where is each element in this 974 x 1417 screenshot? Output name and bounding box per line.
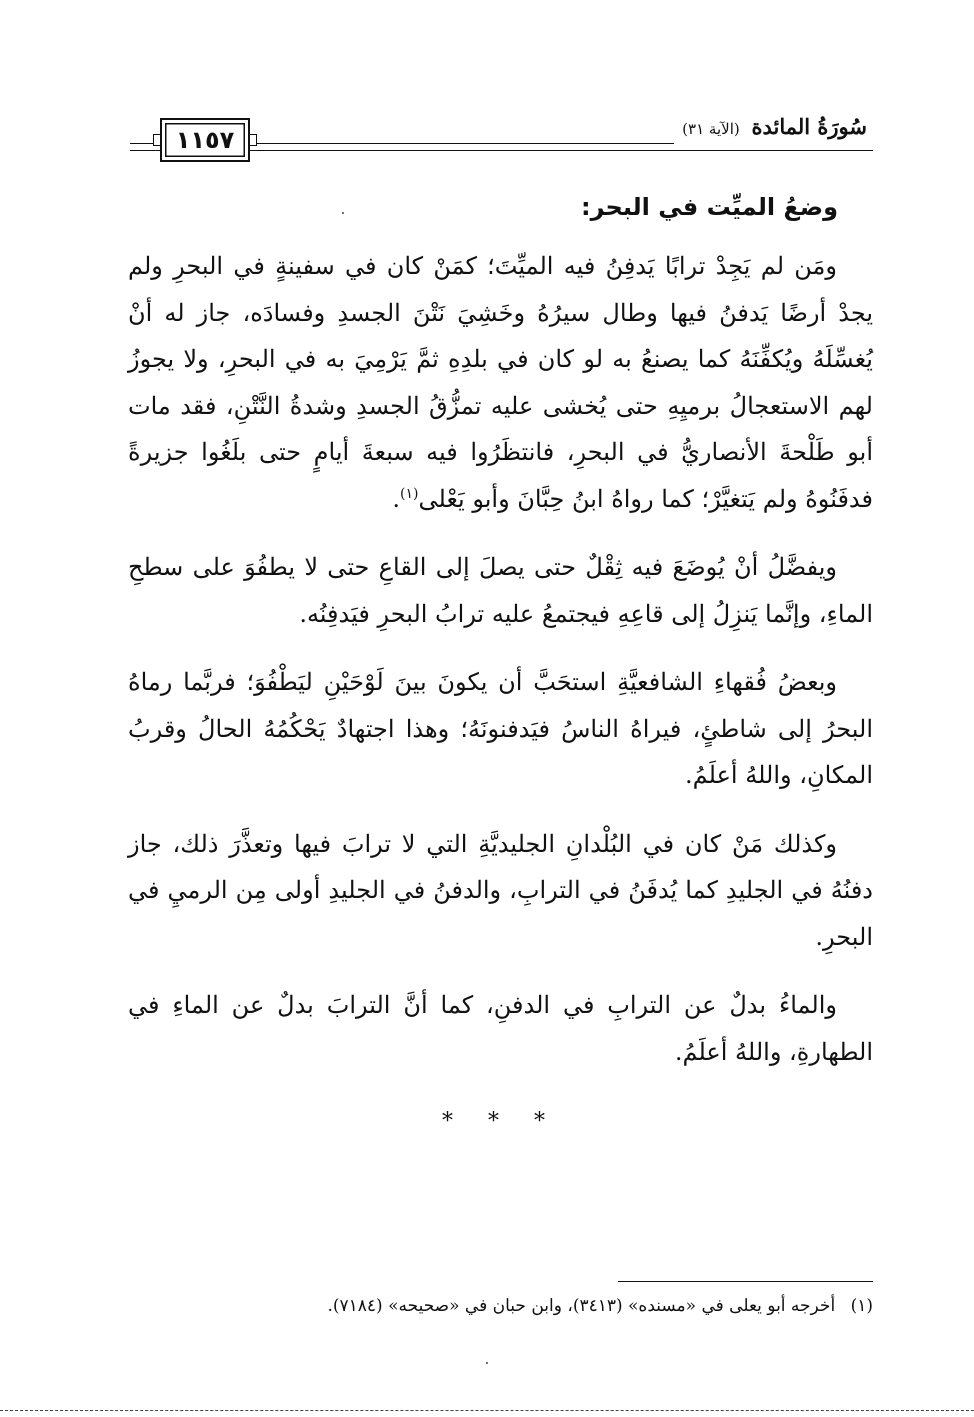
running-header <box>674 110 873 146</box>
section-separator: * * * <box>442 1109 559 1134</box>
page-number-text: ١١٥٧ <box>175 126 235 154</box>
scan-speck <box>486 1362 488 1364</box>
paragraph-4 <box>128 821 873 961</box>
main-content <box>128 185 873 1146</box>
footnote-reference: (١) <box>400 485 419 502</box>
footnote-1 <box>128 1291 873 1321</box>
paragraph-text: والماءُ بدلٌ عن الترابِ في الدفنِ، كما أنَّ الترابَ بدلٌ عن الماءِ في الطهارةِ، واللهُ أعلَمُ. <box>128 991 873 1066</box>
footnote-rule <box>618 1281 873 1282</box>
page-number <box>160 118 250 162</box>
footnote-text: أخرجه أبو يعلى في «مسنده» (٣٤١٣)، وابن حبان في «صحيحه» (٧١٨٤). <box>327 1296 836 1316</box>
paragraph-text: ويفضَّلُ أنْ يُوضَعَ فيه ثِقْلٌ حتى يصلَ إلى القاعِ حتى لا يطفُوَ على سطحِ الماءِ، وإنَّما يَنزِلُ إلى قاعِهِ فيجتمعُ عليه ترابُ البحرِ فيَدفِنُه. <box>128 553 873 628</box>
scan-speck <box>342 212 344 214</box>
paragraph-5 <box>128 982 873 1075</box>
surah-name: سُورَةُ المائدة <box>751 114 867 139</box>
paragraph-tail: . <box>392 484 401 513</box>
section-heading: وضعُ الميِّت في البحر: <box>581 193 838 221</box>
paragraph-1 <box>128 243 873 522</box>
paragraph-text: وبعضُ فُقهاءِ الشافعيَّةِ استحَبَّ أن يكونَ بينَ لَوْحَيْنِ ليَطْفُوَ؛ فربَّما رماهُ البحرُ إلى شاطئٍ، فيراهُ الناسُ فيَدفنونَهُ؛ وهذا اجتهادٌ يَحْكُمُهُ الحالُ وقربُ المكانِ، واللهُ أعلَمُ. <box>128 668 873 789</box>
page-bottom-edge <box>0 1410 974 1411</box>
paragraph-2 <box>128 544 873 637</box>
ayah-reference: (الآية ٣١) <box>682 120 740 138</box>
paragraph-3 <box>128 659 873 799</box>
paragraph-text: وكذلك مَنْ كان في البُلْدانِ الجليديَّةِ التي لا ترابَ فيها وتعذَّرَ ذلك، جاز دفنُهُ في الجليدِ كما يُدفَنُ في الترابِ، والدفنُ في الجليدِ أولى مِن الرميِ في البحرِ. <box>128 829 873 951</box>
paragraph-text: ومَن لم يَجِدْ ترابًا يَدفِنُ فيه الميِّتَ؛ كمَنْ كان في سفينةٍ في البحرِ ولم يجدْ أرضًا يَدفنُ فيها وطال سيرُهُ وخَشِيَ نَتْنَ الجسدِ وفسادَه، جاز له أنْ يُغسِّلَهُ ويُكفِّنَهُ كما يصنعُ به لو كان في بلدِهِ ثمَّ يَرْمِيَ به في البحرِ، ولا يجوزُ لهم الاستعجالُ برميِهِ حتى يُخشى عليه تمزُّقُ الجسدِ وشدةُ النَّتْنِ، فقد مات أبو طَلْحةَ الأنصاريُّ في البحرِ، فانتظَرُوا فيه سبعةَ أيامٍ حتى بلَغُوا جزيرةً فدفَنُوهُ ولم يَتغيَّرْ؛ كما رواهُ ابنُ حِبَّانَ وأبو يَعْلى <box>128 252 873 513</box>
footnote-marker: (١) <box>850 1296 873 1316</box>
